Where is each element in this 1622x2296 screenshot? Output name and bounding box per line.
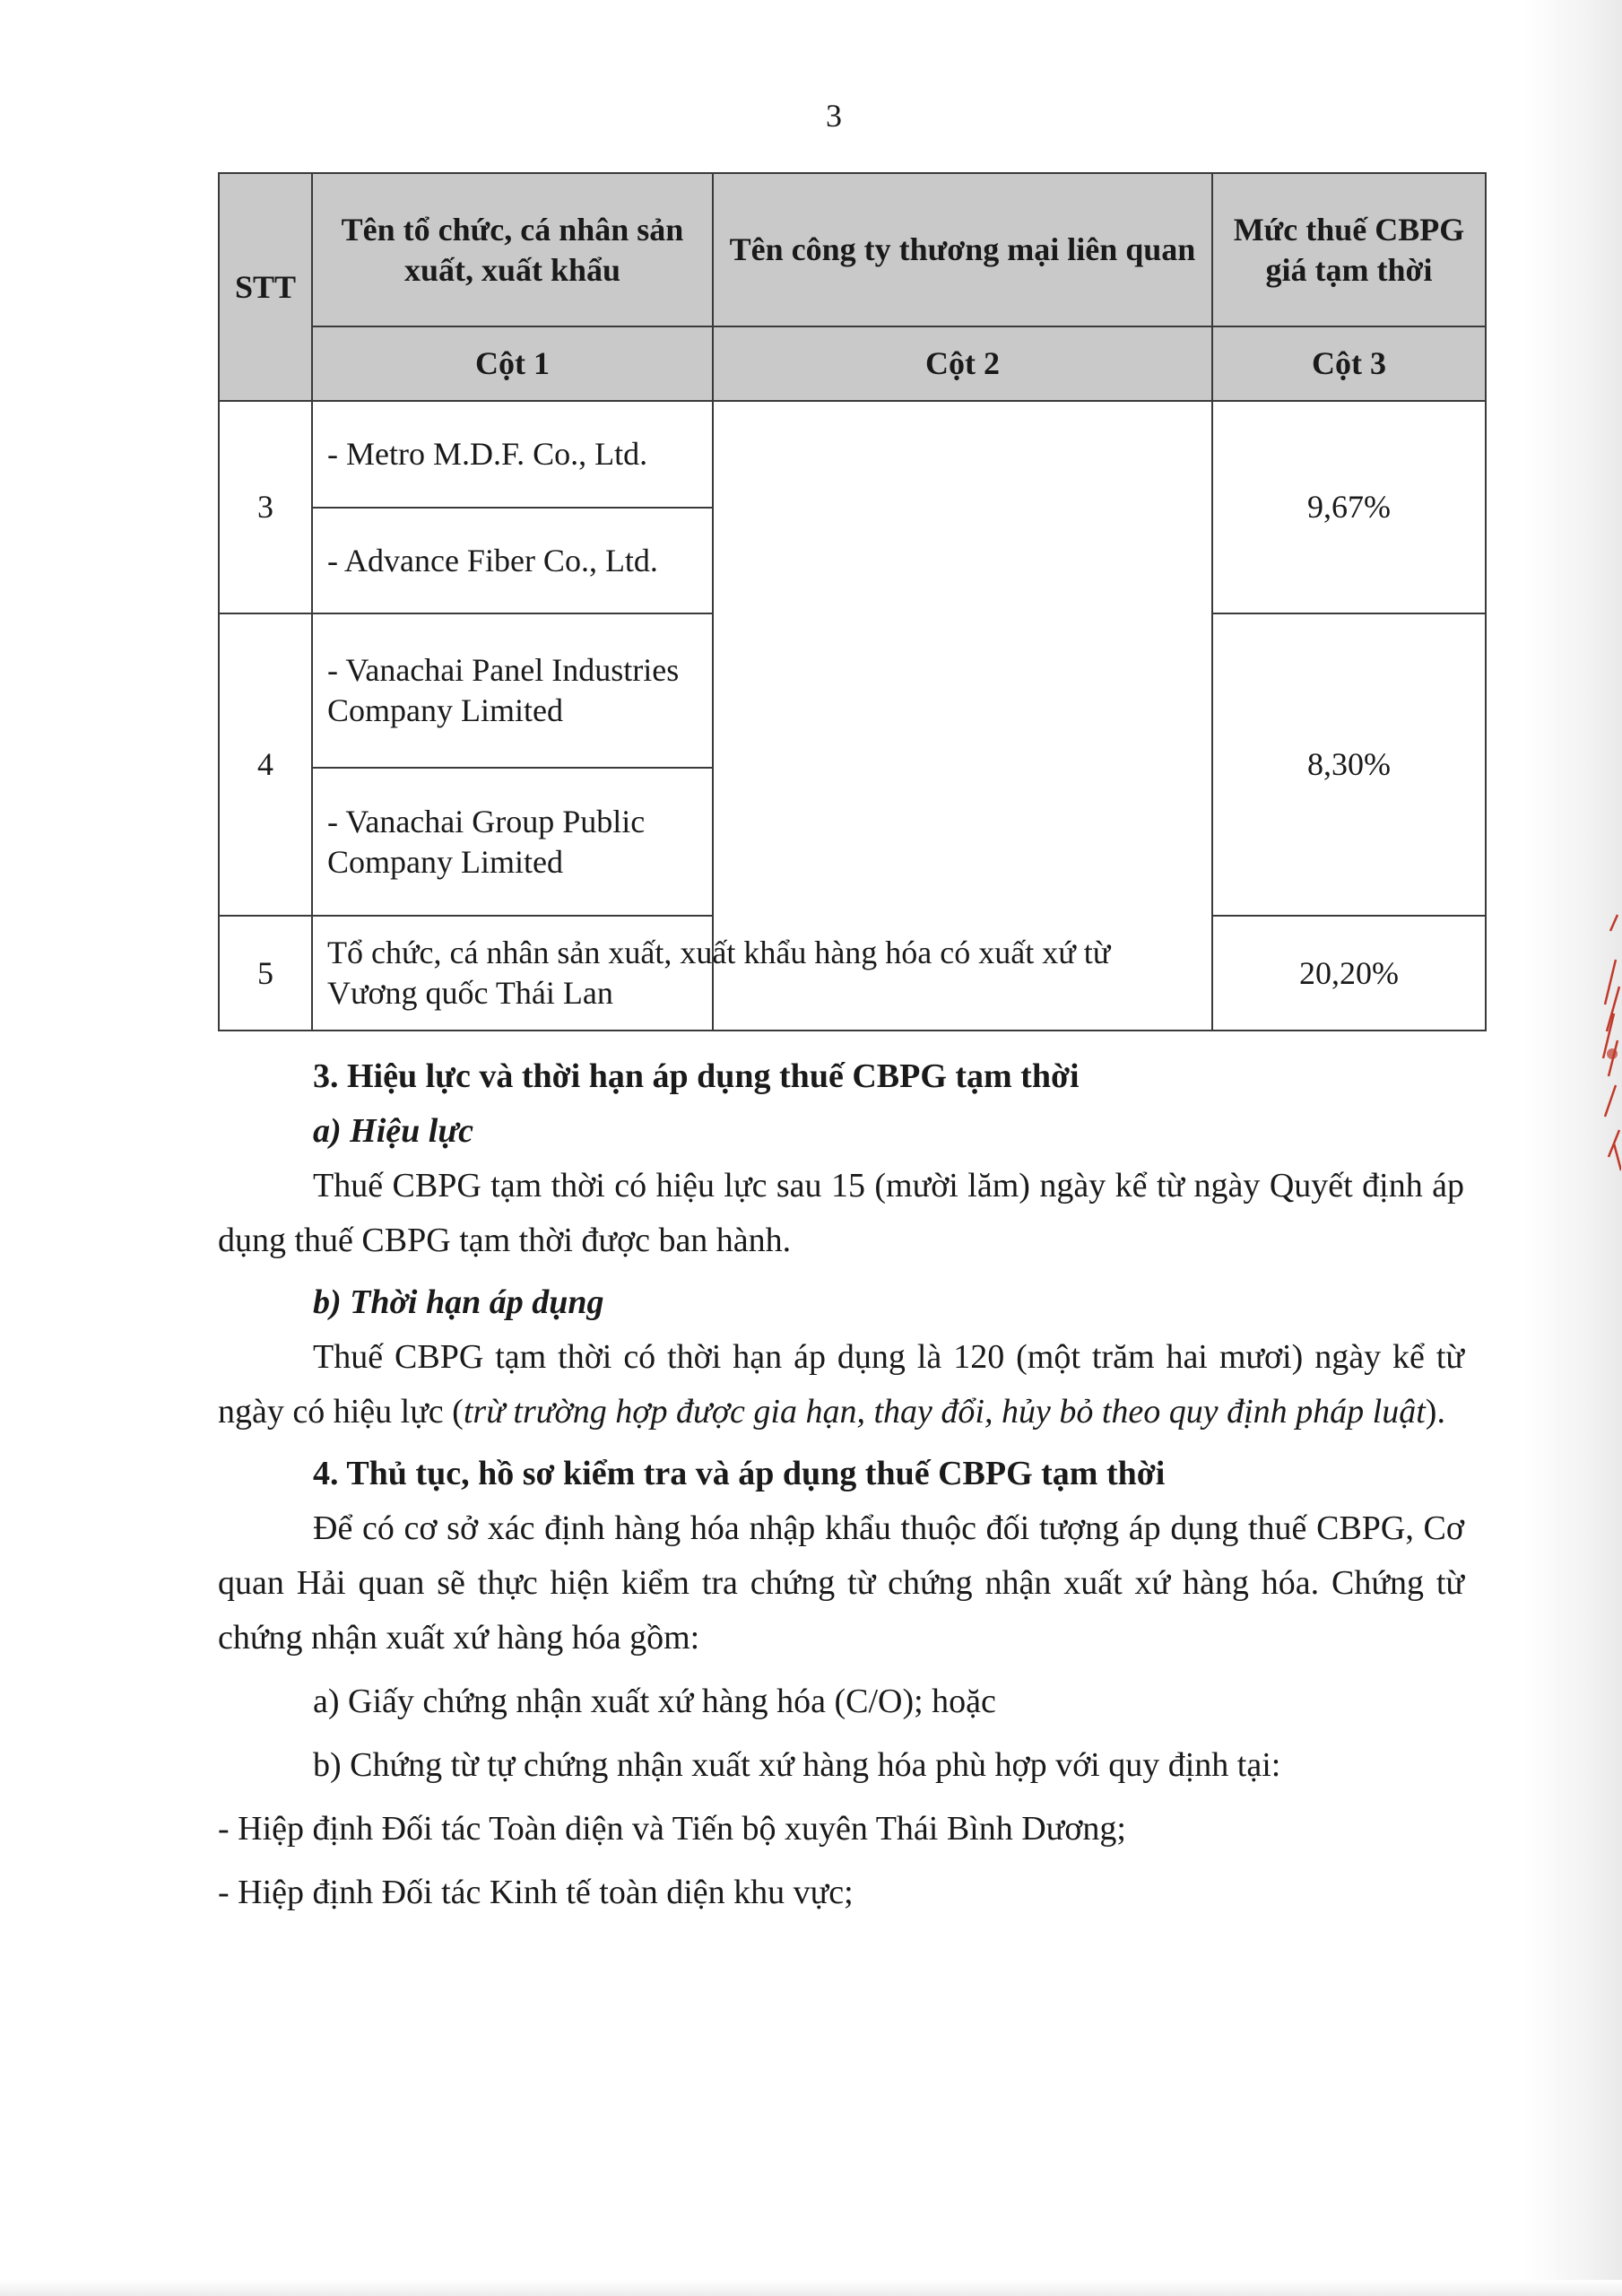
row-stt: 5: [219, 916, 312, 1031]
section-3b-text-start: Thuế CBPG tạm thời có thời hạn áp dụng là 120 (một trăm hai mươi) ngày kể từ ngày có hiệu lực (: [218, 1338, 1464, 1431]
duty-rates-table: [218, 172, 1487, 1031]
header-col2: Tên công ty thương mại liên quan: [713, 173, 1212, 326]
rate-cell: 20,20%: [1212, 916, 1486, 1031]
rate-cell: 9,67%: [1212, 401, 1486, 613]
row-stt: 4: [219, 613, 312, 916]
row-stt: 3: [219, 401, 312, 613]
producer-cell: - Metro M.D.F. Co., Ltd.: [312, 401, 713, 508]
section-3b-text-end: ).: [1425, 1393, 1445, 1431]
table-row: [219, 916, 1486, 1031]
section-4-item-b: b) Chứng từ tự chứng nhận xuất xứ hàng hóa phù hợp với quy định tại:: [313, 1746, 1281, 1784]
table-row: [219, 401, 1486, 508]
section-3b-text-italic: trừ trường hợp được gia hạn, thay đổi, hủy bỏ theo quy định pháp luật: [463, 1393, 1426, 1431]
header-col1: Tên tổ chức, cá nhân sản xuất, xuất khẩu: [312, 173, 713, 326]
section-3a-title: a) Hiệu lực: [313, 1112, 473, 1150]
table-subheader-row: [219, 326, 1486, 401]
agreement-item: - Hiệp định Đối tác Kinh tế toàn diện khu vực;: [218, 1874, 854, 1911]
producer-cell: - Advance Fiber Co., Ltd.: [312, 508, 713, 613]
producer-cell: - Vanachai Group Public Company Limited: [312, 768, 713, 916]
header-col3: Mức thuế CBPG giá tạm thời: [1212, 173, 1486, 326]
section-3a-text: Thuế CBPG tạm thời có hiệu lực sau 15 (mười lăm) ngày kể từ ngày Quyết định áp dụng thuế CBPG tạm thời được ban hành.: [218, 1167, 1464, 1259]
red-stamp-fragment: [1598, 906, 1621, 1175]
rate-cell: 8,30%: [1212, 613, 1486, 916]
section-4-title: 4. Thủ tục, hồ sơ kiểm tra và áp dụng thuế CBPG tạm thời: [313, 1455, 1166, 1492]
agreement-item: - Hiệp định Đối tác Toàn diện và Tiến bộ xuyên Thái Bình Dương;: [218, 1810, 1126, 1848]
page-bottom-shadow: [0, 2280, 1622, 2296]
page-number: 3: [826, 98, 842, 134]
producer-cell: - Vanachai Panel Industries Company Limited: [312, 613, 713, 768]
document-body: [218, 1049, 1464, 1920]
section-4-item-a: a) Giấy chứng nhận xuất xứ hàng hóa (C/O); hoặc: [313, 1683, 996, 1720]
section-3b-text: [218, 1330, 1464, 1439]
header-stt: STT: [219, 173, 312, 401]
section-3-title: 3. Hiệu lực và thời hạn áp dụng thuế CBPG tạm thời: [313, 1057, 1080, 1095]
section-4-intro: Để có cơ sở xác định hàng hóa nhập khẩu thuộc đối tượng áp dụng thuế CBPG, Cơ quan Hải quan sẽ thực hiện kiểm tra chứng từ chứng nhận xuất xứ hàng hóa. Chứng từ chứng nhận xuất xứ hàng hóa gồm:: [218, 1509, 1464, 1657]
section-3b-title: b) Thời hạn áp dụng: [313, 1283, 604, 1321]
subheader-col3: Cột 3: [1212, 326, 1486, 401]
producer-cell: Tổ chức, cá nhân sản xuất, xuất khẩu hàng hóa có xuất xứ từ Vương quốc Thái Lan: [312, 916, 1212, 1031]
subheader-col1: Cột 1: [312, 326, 713, 401]
subheader-col2: Cột 2: [713, 326, 1212, 401]
table-header-row: [219, 173, 1486, 326]
